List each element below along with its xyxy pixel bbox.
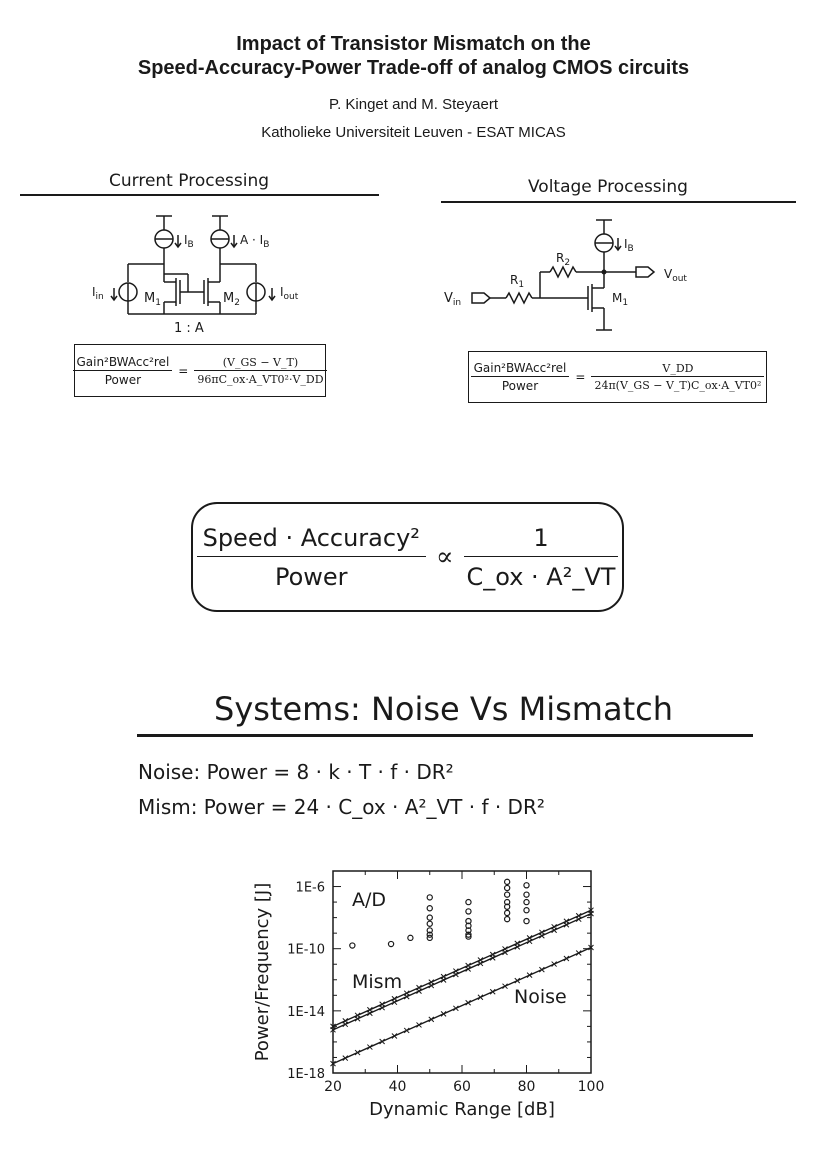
current-processing-rule [20,194,379,196]
x-marker [515,978,520,983]
x-marker [466,966,471,971]
equals-sign-2: = [575,370,586,384]
vin-label: $V_{in}$ [444,291,462,308]
x-marker [527,973,532,978]
x-marker [453,1006,458,1011]
vp-rhs-num: V_DD [591,362,764,377]
x-marker [478,961,483,966]
x-marker [367,1011,372,1016]
x-marker [429,1017,434,1022]
systems-rule [137,734,753,737]
proportional-symbol: ∝ [435,542,454,572]
vp-ib-label: $I_B$ [624,237,634,254]
ad-point [524,899,529,904]
mism-annotation: Mism [352,971,403,993]
x-marker [515,944,520,949]
ad-point [505,885,510,890]
ad-point [427,906,432,911]
ad-point [524,883,529,888]
vp-lhs-num: Gain²BWAcc²rel [471,361,570,377]
vout-node-dot [602,270,607,275]
main-lhs-fraction [197,524,426,591]
ad-point [388,941,393,946]
x-marker [343,1056,348,1061]
x-marker [478,995,483,1000]
x-tick-label: 20 [324,1079,342,1095]
voltage-processing-heading: Voltage Processing [528,177,688,197]
x-marker [576,950,581,955]
x-marker [490,989,495,994]
x-marker [355,1016,360,1021]
cp-lhs-fraction [73,355,172,387]
x-marker [564,956,569,961]
vout-label: $V_{out}$ [664,267,687,284]
x-marker [576,917,581,922]
main-result-box [191,502,624,612]
m2-label: $M_2$ [223,291,240,308]
x-axis-label: Dynamic Range [dB] [369,1099,555,1120]
cp-lhs-num: Gain²BWAcc²rel [73,355,172,371]
current-processing-formula [74,344,326,397]
cp-rhs-num: (V_GS − V_T) [194,356,326,371]
current-processing-heading: Current Processing [109,171,270,191]
ad-point [505,910,510,915]
x-marker [404,994,409,999]
x-marker [552,962,557,967]
ad-point [524,892,529,897]
noise-equation: Noise: Power = 8 · k · T · f · DR² [138,760,454,784]
voltage-processing-rule [441,201,796,203]
ad-point [427,915,432,920]
ad-point [505,917,510,922]
x-marker [417,1022,422,1027]
ad-point [524,908,529,913]
ib-label: $I_B$ [184,233,194,250]
x-marker [503,984,508,989]
aib-label: $A \cdot I_B$ [240,233,270,250]
x-tick-label: 100 [577,1079,605,1095]
x-marker [527,939,532,944]
vp-lhs-fraction [471,361,570,393]
iout-label: $I_{out}$ [280,285,299,302]
ad-point [427,895,432,900]
x-marker [404,1028,409,1033]
systems-heading: Systems: Noise Vs Mismatch [214,690,673,728]
ad-point [466,899,471,904]
title-line-2: Speed-Accuracy-Power Trade-off of analog CMOS circuits [137,57,690,79]
vp-rhs-den: 24π(V_GS − V_T)C_ox·A_VT0² [594,379,762,392]
x-marker [552,928,557,933]
y-tick-label: 1E-6 [295,880,325,896]
main-lhs-num: Speed · Accuracy² [197,524,426,557]
x-marker [503,950,508,955]
ad-point [505,879,510,884]
y-tick-label: 1E-10 [287,942,325,958]
x-tick-label: 40 [388,1079,407,1095]
iin-label: $I_{in}$ [92,285,104,302]
trend-line [333,910,591,1026]
x-marker [453,972,458,977]
cp-rhs-den: 96πC_ox·A_VT0²·V_DD [197,372,324,386]
current-mirror-schematic [80,208,310,340]
ad-point [408,935,413,940]
x-marker [539,967,544,972]
x-tick-label: 60 [453,1079,471,1095]
noise-annotation: Noise [514,986,567,1008]
affiliation: Katholieke Universiteit Leuven - ESAT MICAS [261,124,566,141]
ratio-label: 1 : A [174,321,204,336]
main-rhs-num: 1 [464,524,619,557]
x-marker [539,933,544,938]
authors: P. Kinget and M. Steyaert [329,96,498,113]
title-line-1: Impact of Transistor Mismatch on the [236,33,591,55]
y-axis-label: Power/Frequency [J] [252,882,273,1062]
vp-lhs-den: Power [501,379,539,393]
ad-point [524,918,529,923]
x-tick-label: 80 [517,1079,536,1095]
x-marker [441,978,446,983]
x-marker [380,1005,385,1010]
m1-label: $M_1$ [144,291,161,308]
y-tick-label: 1E-18 [287,1067,325,1082]
equals-sign: = [178,363,189,378]
r2-label: $R_2$ [556,251,571,268]
voltage-amplifier-schematic [440,214,700,344]
x-marker [441,1011,446,1016]
ad-point [350,943,355,948]
x-marker [355,1050,360,1055]
x-marker [343,1022,348,1027]
ad-point [466,909,471,914]
x-marker [392,1033,397,1038]
cp-rhs-fraction [194,356,326,386]
main-lhs-den: Power [274,562,348,591]
x-marker [564,922,569,927]
x-marker [429,983,434,988]
voltage-processing-formula [468,351,767,403]
ad-point [505,892,510,897]
mismatch-equation: Mism: Power = 24 · C_ox · A²_VT · f · DR² [138,795,545,819]
y-tick-label: 1E-14 [287,1004,325,1020]
x-marker [392,1000,397,1005]
cp-lhs-den: Power [104,372,142,387]
main-rhs-den: C_ox · A²_VT [466,562,616,591]
paper-title [0,32,827,80]
ad-point [427,921,432,926]
main-rhs-fraction [464,524,619,591]
x-marker [380,1039,385,1044]
x-marker [367,1045,372,1050]
vp-m1-label: $M_1$ [612,291,629,308]
r1-label: $R_1$ [510,273,525,290]
vp-rhs-fraction [591,362,764,392]
power-vs-dr-chart [240,855,610,1125]
x-marker [490,955,495,960]
ad-annotation: A/D [352,889,387,911]
x-marker [466,1000,471,1005]
x-marker [417,989,422,994]
